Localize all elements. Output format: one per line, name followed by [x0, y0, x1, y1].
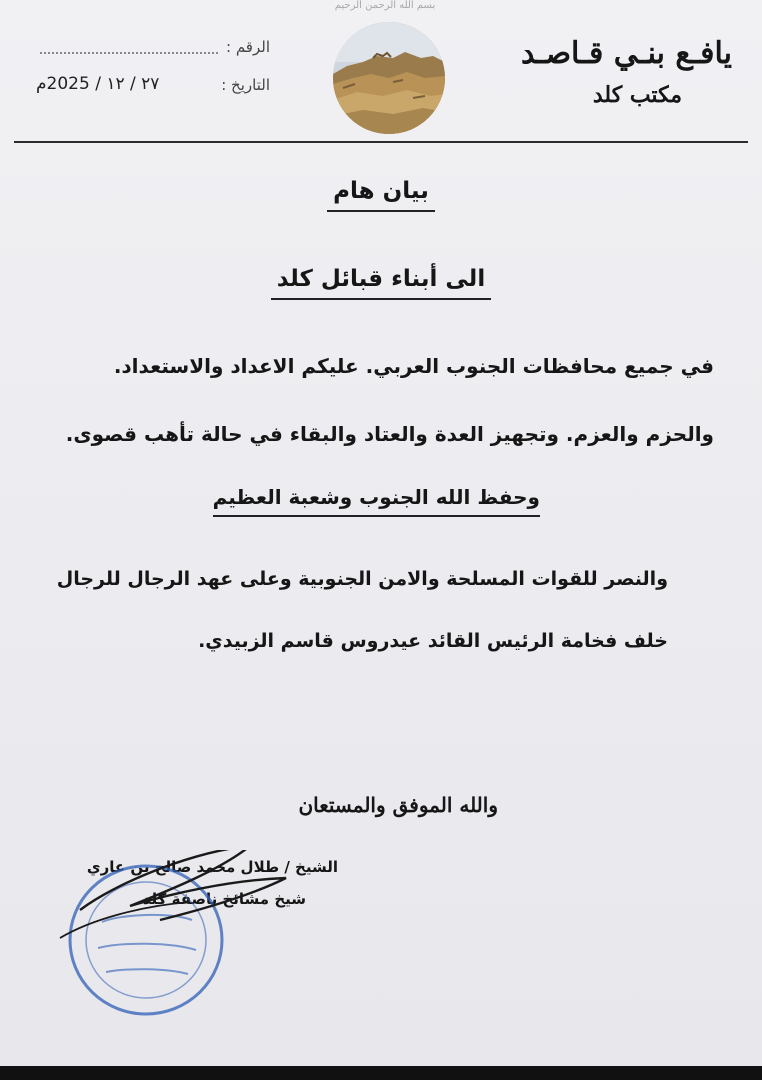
date-label: التاريخ :: [221, 76, 270, 94]
body-paragraph-2: والنصر للقوات المسلحة والامن الجنوبية وعلى عهد الرجال للرجال خلف فخامة الرئيس القائد عيدروس قاسم الزبيدي.: [56, 568, 668, 652]
signatory-title: شيخ مشائخ ناصفة كلد: [142, 890, 306, 908]
date-field: [36, 76, 270, 100]
header-divider: [14, 141, 748, 143]
closing-phrase: والله الموفق والمستعان: [298, 793, 498, 817]
reference-dotted-line: [40, 52, 218, 54]
document-title: بيان هام: [0, 178, 762, 212]
mountain-logo-icon: [333, 22, 445, 134]
document-addressee: الى أبناء قبائل كلد: [0, 266, 762, 300]
reference-label: الرقم :: [226, 38, 270, 56]
slogan-line: وحفظ الله الجنوب وشعبة العظيم: [213, 485, 540, 509]
basmala-heading: بسم الله الرحمن الرحيم: [334, 0, 436, 11]
organization-name: يافـع بنـي قـاصـد: [521, 36, 732, 71]
date-value: ٢٧ / ١٢ / 2025م: [36, 74, 160, 94]
official-stamp-and-signature-icon: [50, 850, 310, 1020]
signatory-name: الشيخ / طلال محمد صالح بن عاري: [86, 858, 338, 876]
office-name: مكتب كلد: [592, 82, 682, 108]
bottom-edge: [0, 1066, 762, 1080]
body-paragraph-1: في جميع محافظات الجنوب العربي. عليكم الاعداد والاستعداد. والحزم والعزم. وتجهيز العدة والعتاد والبقاء في حالة تأهب قصوى.: [65, 354, 714, 446]
reference-number-field: [40, 38, 270, 60]
